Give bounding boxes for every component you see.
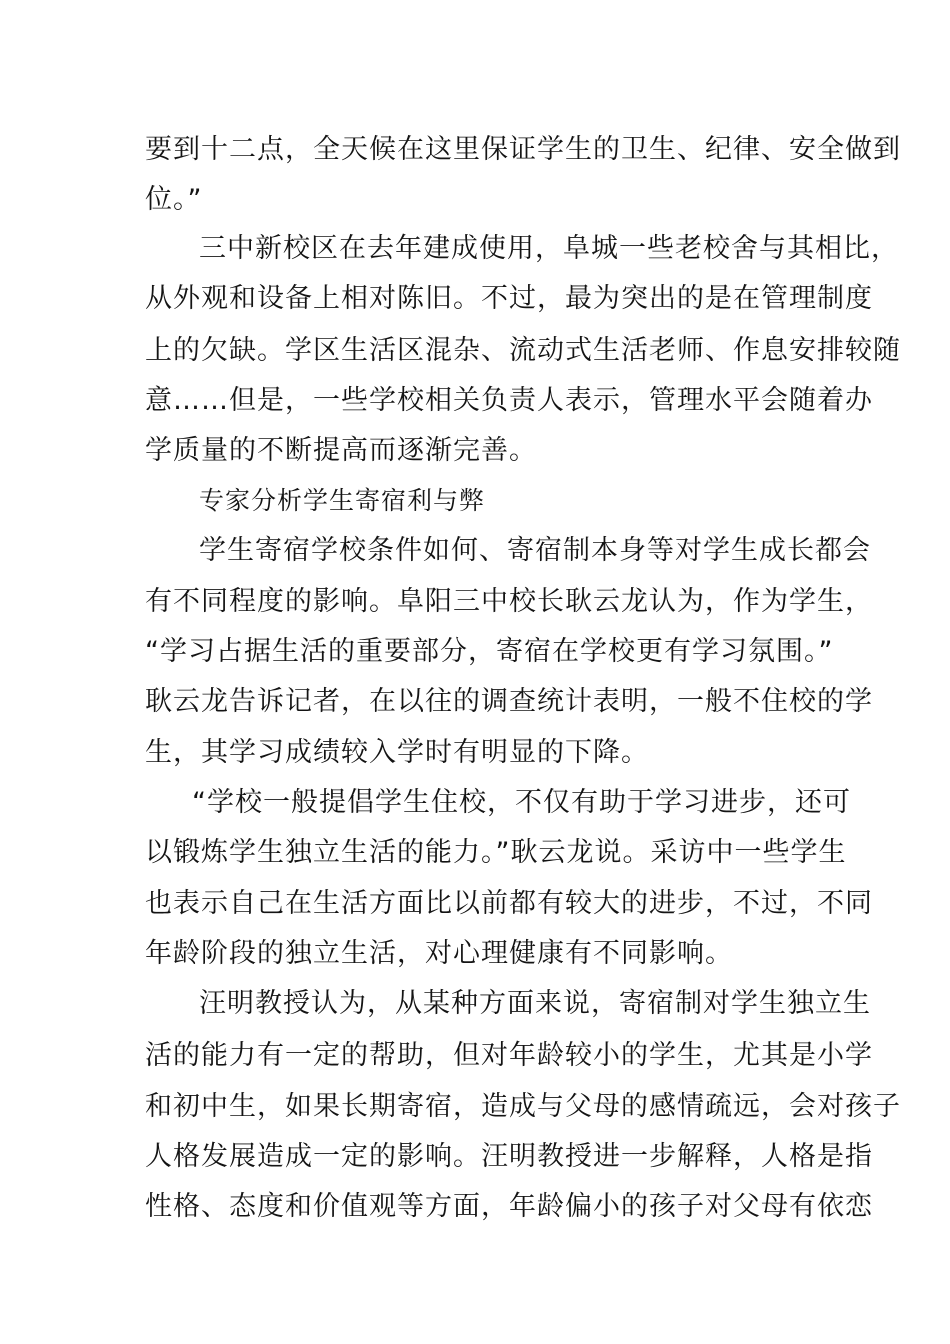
text-line: 三中新校区在去年建成使用，阜城一些老校舍与其相比， [199, 233, 899, 264]
text-line: 学生寄宿学校条件如何、寄宿制本身等对学生成长都会 [199, 535, 871, 566]
text-line: 意……但是，一些学校相关负责人表示，管理水平会随着办 [145, 385, 873, 416]
text-line: 性格、态度和价值观等方面，年龄偏小的孩子对父母有依恋 [145, 1191, 873, 1222]
section-heading: 专家分析学生寄宿利与弊 [199, 486, 486, 515]
text-line: 要到十二点，全天候在这里保证学生的卫生、纪律、安全做到 [145, 134, 901, 165]
text-line: 耿云龙告诉记者，在以往的调查统计表明，一般不住校的学 [145, 686, 873, 717]
text-line: 上的欠缺。学区生活区混杂、流动式生活老师、作息安排较随 [145, 335, 901, 366]
text-line: 学质量的不断提高而逐渐完善。 [145, 435, 537, 466]
text-line: “学校一般提倡学生住校，不仅有助于学习进步，还可 [192, 787, 851, 818]
text-line: 从外观和设备上相对陈旧。不过，最为突出的是在管理制度 [145, 283, 873, 314]
text-line: 和初中生，如果长期寄宿，造成与父母的感情疏远，会对孩子 [145, 1091, 901, 1122]
text-line: 生，其学习成绩较入学时有明显的下降。 [145, 737, 649, 768]
text-line: 有不同程度的影响。阜阳三中校长耿云龙认为，作为学生， [145, 586, 873, 617]
text-line: 位。” [145, 184, 203, 215]
text-line: 也表示自己在生活方面比以前都有较大的进步，不过，不同 [145, 888, 873, 919]
text-line: 活的能力有一定的帮助，但对年龄较小的学生，尤其是小学 [145, 1040, 873, 1071]
text-line: “学习占据生活的重要部分，寄宿在学校更有学习氛围。” [145, 636, 834, 667]
text-line: 以锻炼学生独立生活的能力。”耿云龙说。采访中一些学生 [145, 837, 847, 868]
text-line: 人格发展造成一定的影响。汪明教授进一步解释，人格是指 [145, 1141, 873, 1172]
text-line: 汪明教授认为，从某种方面来说，寄宿制对学生独立生 [199, 988, 871, 1019]
text-line: 年龄阶段的独立生活，对心理健康有不同影响。 [145, 938, 733, 969]
